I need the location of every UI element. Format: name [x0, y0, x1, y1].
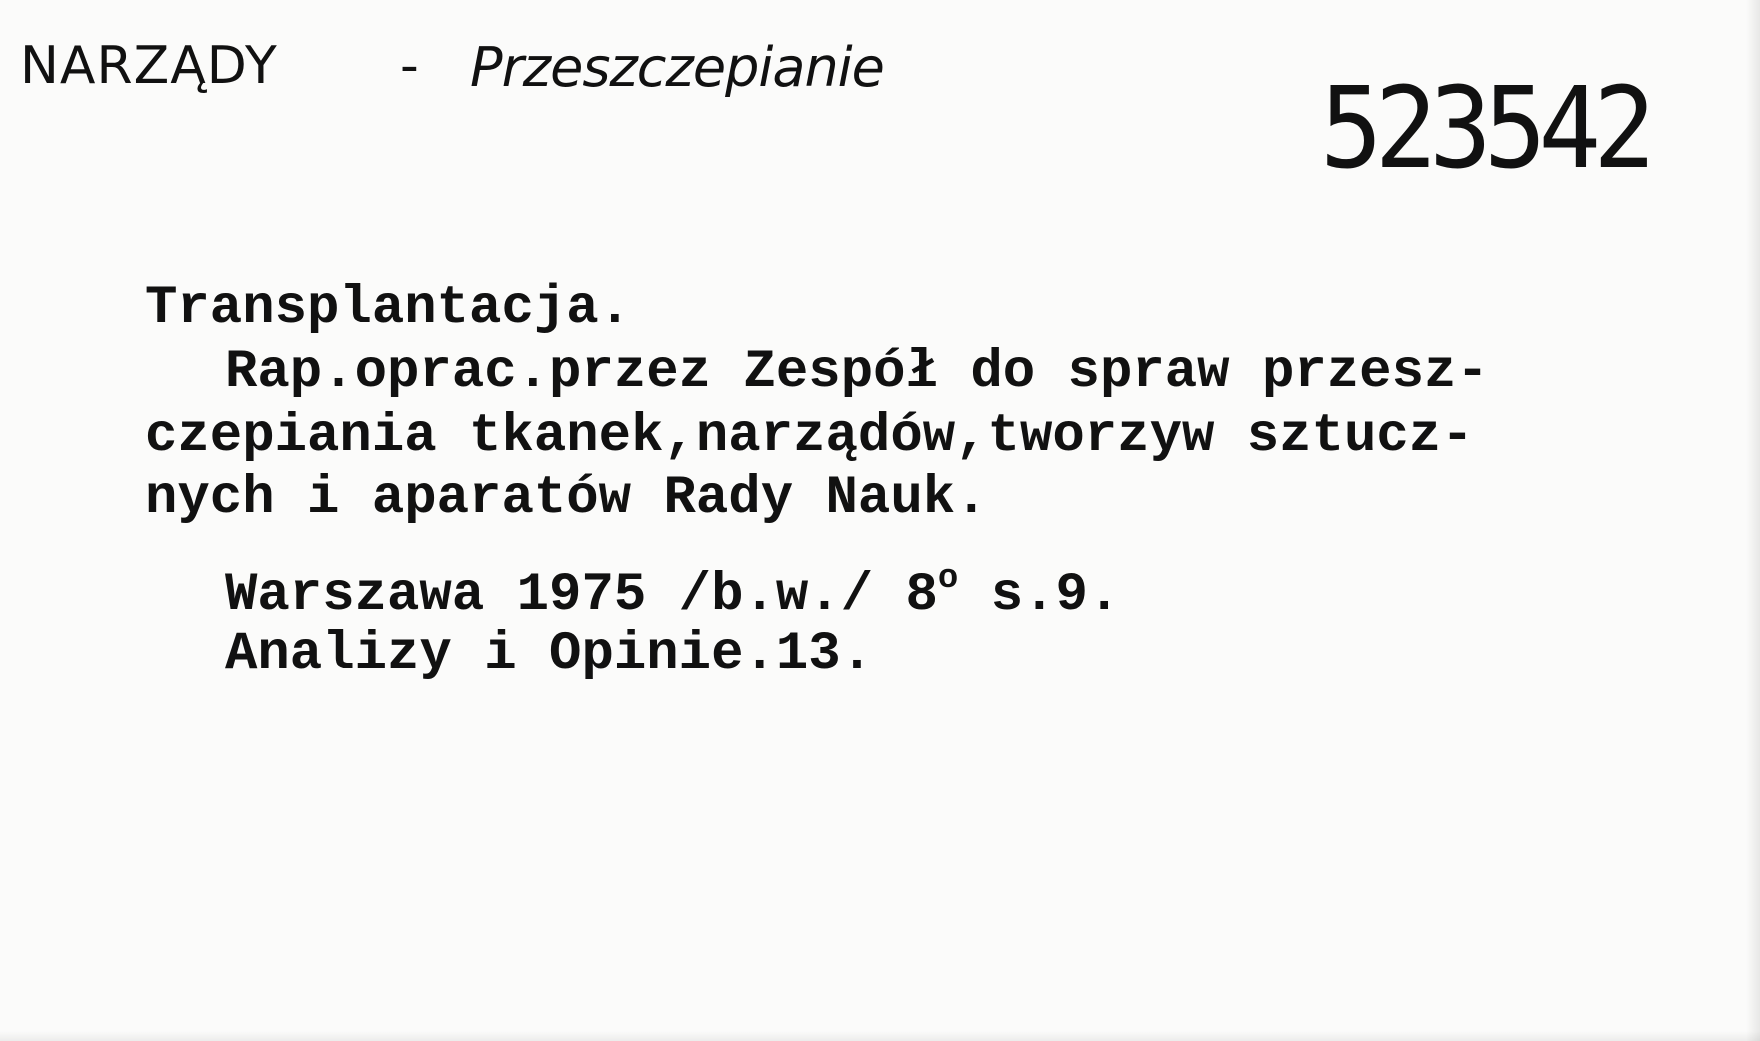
publication-details — [225, 560, 1120, 626]
entry-description-line-1: Rap.oprac.przez Zespół do spraw przesz- — [225, 342, 1489, 403]
card-edge-right — [1746, 0, 1760, 1041]
entry-title: Transplantacja. — [145, 278, 632, 339]
series-statement: Analizy i Opinie.13. — [225, 624, 874, 685]
subject-heading: NARZĄDY — [20, 36, 278, 96]
subject-subheading: Przeszczepianie — [470, 36, 884, 99]
card-edge-bottom — [0, 1031, 1760, 1041]
entry-description-line-3: nych i aparatów Rady Nauk. — [145, 468, 988, 529]
catalog-number-stamp: 523542 — [1320, 62, 1648, 194]
heading-dash: - — [400, 36, 419, 96]
entry-description-line-2: czepiania tkanek,narządów,tworzyw sztucz- — [145, 406, 1474, 467]
publication-place-year: Warszawa 1975 /b.w./ 8 — [225, 565, 938, 626]
page-count: s.9. — [958, 565, 1121, 626]
format-superscript: o — [937, 560, 959, 598]
